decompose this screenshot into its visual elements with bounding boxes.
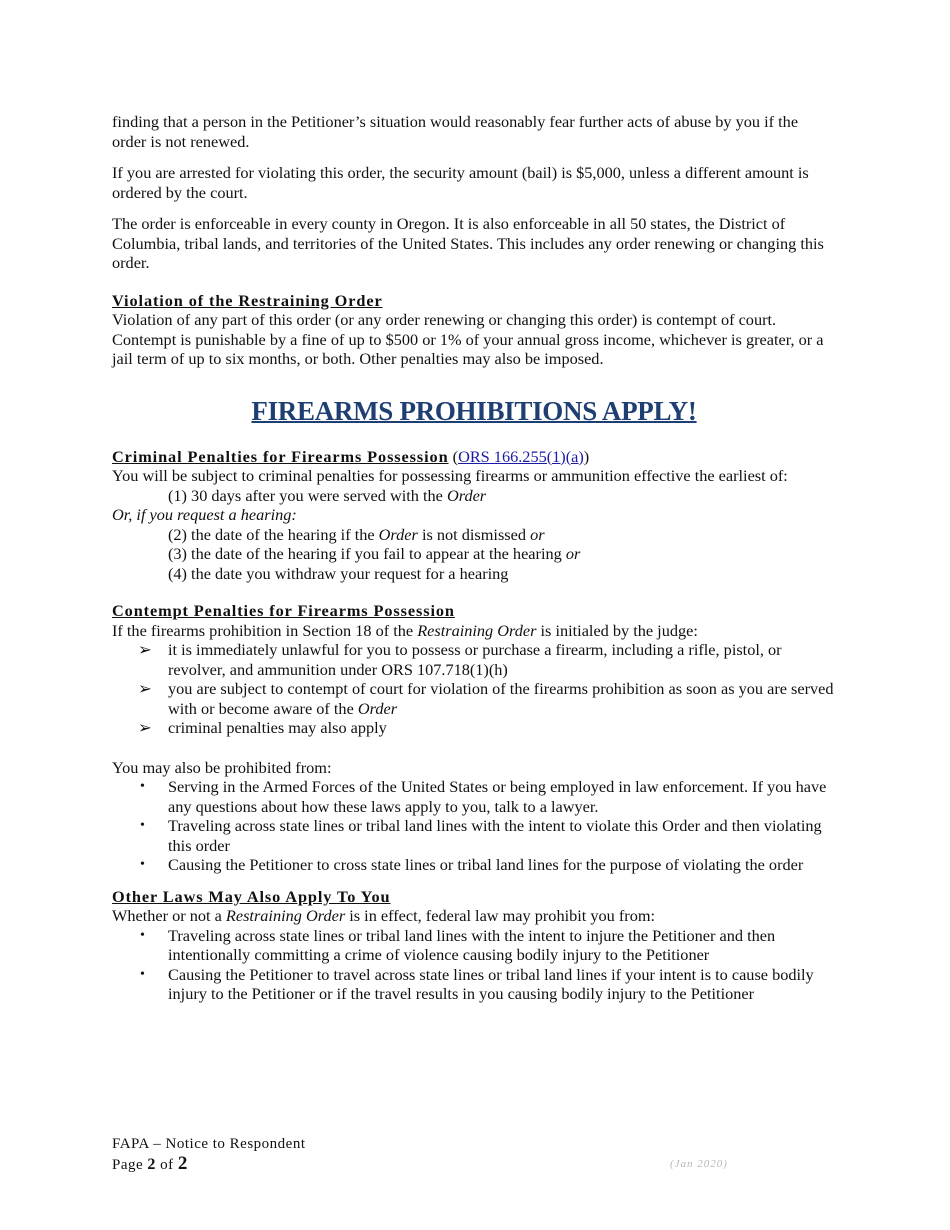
revision-date: (Jan 2020) [670,1158,728,1170]
list-item: • Serving in the Armed Forces of the United States or being employed in law enforcement. If you have any questions about how these laws apply to you, talk to a lawyer. [140,777,827,816]
criminal-penalties-section [112,447,836,584]
list-item: ➢ you are subject to contempt of court for violation of the firearms prohibition as soon as you are served with or become aware of the Order [138,679,834,718]
page-number: Page 2 of 2 [112,1153,188,1174]
violation-section [112,291,836,369]
bullet-icon: • [140,818,145,833]
ors-statute-link[interactable]: ORS 166.255(1)(a) [458,446,584,466]
criminal-intro: You will be subject to criminal penalties for possessing firearms or ammunition effective the earliest of: [112,466,788,485]
other-laws-section [112,887,836,1004]
form-name: FAPA – Notice to Respondent [112,1136,306,1152]
criminal-item-3: (3) the date of the hearing if you fail to appear at the hearing or [168,544,581,563]
other-laws-intro: Whether or not a Restraining Order is in effect, federal law may prohibit you from: [112,906,656,925]
contempt-list [112,640,836,738]
criminal-item-1: (1) 30 days after you were served with the Order [168,485,487,505]
list-item: • Causing the Petitioner to travel across state lines or tribal land lines if your intent is to cause bodily injury to the Petitioner or if the travel results in you causing bodily injury to the Petitioner [140,964,814,1003]
list-item: • Traveling across state lines or tribal land lines with the intent to injure the Petitioner and then intentionally committing a crime of violence causing bodily injury to the Petitioner [140,925,776,964]
other-laws-heading: Other Laws May Also Apply To You [112,886,391,906]
criminal-heading: Criminal Penalties for Firearms Possession [112,446,449,466]
prohibited-intro: You may also be prohibited from: [112,757,332,777]
arrow-bullet-icon: ➢ [138,679,152,698]
bail-paragraph: If you are arrested for violating this order, the security amount (bail) is $5,000, unless a different amount is ordered by the court. [112,163,809,202]
ors-open-paren: ( [452,446,459,466]
document-body [112,112,836,1004]
criminal-item-4: (4) the date you withdraw your request for a hearing [168,563,509,583]
enforceability-paragraph: The order is enforceable in every county in Oregon. It is also enforceable in all 50 states, the District of Columbia, tribal lands, and territories of the United States. This includes any order renewing or changing this order. [112,214,824,272]
contempt-intro: If the firearms prohibition in Section 18 of the Restraining Order is initialed by the judge: [112,620,698,640]
intro-paragraph: finding that a person in the Petitioner’s situation would reasonably fear further acts of abuse by you if the order is not renewed. [112,112,799,151]
arrow-bullet-icon: ➢ [138,718,152,737]
bullet-icon: • [140,927,145,943]
hearing-label: Or, if you request a hearing: [112,505,297,524]
bullet-icon: • [140,779,145,794]
firearms-title: FIREARMS PROHIBITIONS APPLY! [251,395,697,426]
list-item: • Causing the Petitioner to cross state lines or tribal land lines for the purpose of violating the order [140,855,804,874]
list-item: ➢ it is immediately unlawful for you to possess or purchase a firearm, including a rifle, pistol, or revolver, and ammunition under ORS 107.718(1)(h) [138,640,782,679]
list-item: • Traveling across state lines or tribal land lines with the intent to violate this Order and then violating this order [140,816,822,855]
criminal-item-2: (2) the date of the hearing if the Order is not dismissed or [168,524,545,544]
other-laws-list [112,926,836,1004]
contempt-penalties-section [112,601,836,738]
violation-body: Violation of any part of this order (or any order renewing or changing this order) is contempt of court. Contempt is punishable by a fine of up to $500 or 1% of your annual gross income, whichever is greater, or a jail term of up to six months, or both. Other penalties may also be imposed. [112,310,824,368]
prohibited-list [112,777,836,875]
prohibited-section [112,758,836,875]
bullet-icon: • [140,857,145,872]
ors-close-paren: ) [583,446,590,466]
violation-heading: Violation of the Restraining Order [112,290,383,310]
bullet-icon: • [140,966,145,982]
arrow-bullet-icon: ➢ [138,640,152,659]
contempt-heading: Contempt Penalties for Firearms Possession [112,601,455,620]
list-item: ➢ criminal penalties may also apply [138,718,387,737]
